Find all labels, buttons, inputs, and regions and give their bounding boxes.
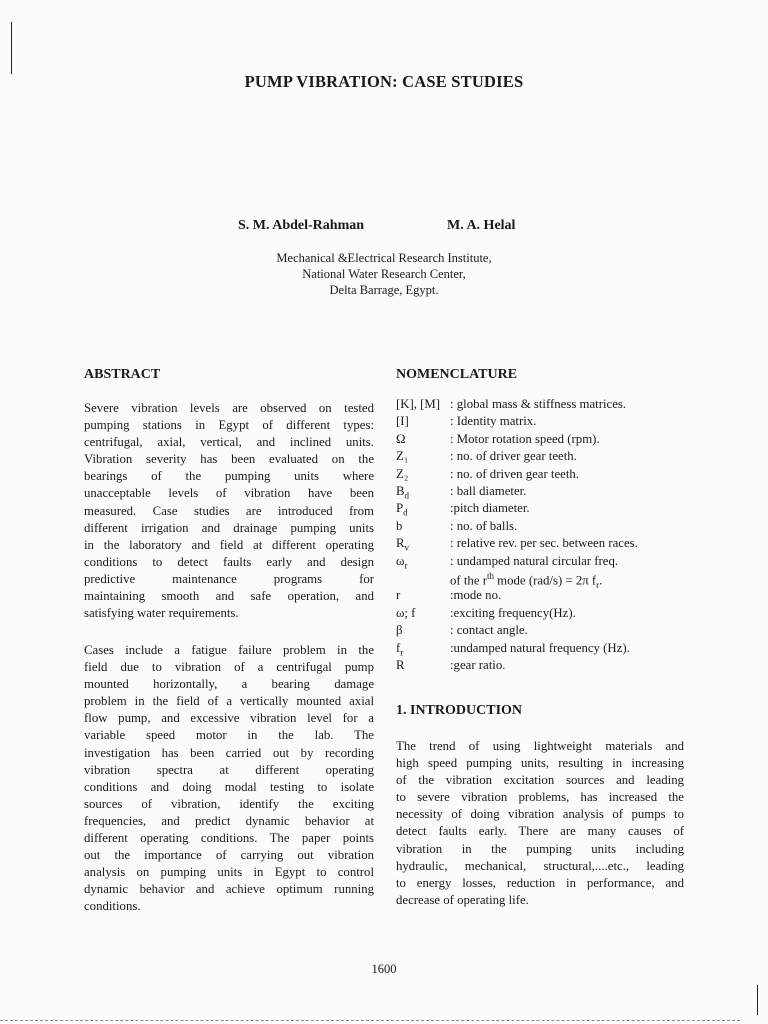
text-line: to energy losses, reduction in performance, and [396,875,684,890]
text-line: different operating conditions. The paper points [84,831,374,846]
text-line: decrease of operating life. [396,892,529,907]
text-line: centrifugal, axial, vertical, and inclined units. [84,435,374,450]
nomenclature-heading: NOMENCLATURE [396,367,518,382]
scan-edge-mark [11,22,12,74]
text-line: in the laboratory and field at different operating [84,537,374,552]
nomenclature-definition: :exciting frequency(Hz). [450,605,576,620]
text-line: of the vibration excitation sources and leading [396,773,684,788]
text-line: frequencies, and predict dynamic behavior at [84,813,374,828]
nomenclature-symbol: $B_d$ [396,484,410,501]
nomenclature-definition: : Motor rotation speed (rpm). [450,431,600,446]
scan-edge-mark-right [757,985,758,1015]
text-line: different irrigation and drainage pumping units [84,520,374,535]
text-line: vibration spectra at different operating [84,762,374,777]
nomenclature-definition: : Identity matrix. [450,414,537,429]
nomenclature-definition: of the $r^{th}$ mode (rad/s) = 2π $f_r$. [450,571,603,590]
text-line: to severe vibration problems, has increased the [396,790,684,805]
text-line: out the importance of carrying out vibration [84,848,374,863]
nomenclature-definition: : no. of driven gear teeth. [450,466,579,481]
abstract-heading: ABSTRACT [84,367,161,382]
nomenclature-symbol: Ω [396,431,406,446]
scan-bottom-rule [0,1020,740,1021]
text-line: conditions and doing modal testing to isolate [84,779,374,794]
nomenclature-symbol: $f_r$ [396,640,404,658]
abstract-paragraph-1 [84,400,374,622]
introduction-heading: 1. INTRODUCTION [396,703,523,718]
nomenclature-symbol: [K], [M] [396,397,441,411]
text-line: sources of vibration, identify the exciting [84,796,374,811]
text-line: high speed pumping units, resulting in increasing [396,756,684,771]
text-line: field due to vibration of a centrifugal pump [84,660,374,675]
text-line: problem in the field of a vertically mounted axial [84,694,374,709]
text-line: Vibration severity has been evaluated on the [84,452,374,467]
text-line: analysis on pumping units in Egypt to control [84,865,374,880]
text-line: bearings of the pumping units where [84,469,374,484]
text-line: hydraulic, mechanical, structural,....etc., leading [396,858,684,873]
affiliation-line: National Water Research Center, [302,267,466,281]
page-number: 1600 [371,962,397,976]
affiliation-line: Mechanical &Electrical Research Institute, [276,251,492,265]
author-2: M. A. Helal [447,218,516,233]
text-line: flow pump, and excessive vibration level for a [84,711,374,726]
nomenclature-definition: :undamped natural frequency (Hz). [450,640,630,655]
text-line: Severe vibration levels are observed on tested [84,401,374,415]
nomenclature-symbol: $P_d$ [396,501,408,518]
nomenclature-symbol: Z₁ [396,449,409,464]
nomenclature-symbol: [I] [396,414,409,429]
text-line: dynamic behavior and achieve optimum running [84,882,374,897]
text-line: maintaining smooth and safe operation, and [84,589,374,604]
text-line: conditions to detect faults early and design [84,554,374,569]
nomenclature-definition: : no. of driver gear teeth. [450,449,577,464]
text-line: necessity of doing vibration analysis of pumps to [396,807,684,822]
nomenclature-definition: :pitch diameter. [450,501,530,516]
nomenclature-definition: : relative rev. per sec. between races. [450,536,638,551]
nomenclature-definition: : contact angle. [450,623,528,638]
text-line: satisfying water requirements. [84,606,239,621]
nomenclature-definition: :gear ratio. [450,658,506,672]
nomenclature-symbol: ω; f [396,605,416,620]
nomenclature-definition: : ball diameter. [450,484,527,498]
text-line: unacceptable levels of vibration have been [84,486,374,501]
text-line: vibration in the pumping units including [396,841,684,856]
nomenclature-symbol: r [396,588,401,603]
nomenclature-symbol: Z₂ [396,466,409,481]
nomenclature-definition: :mode no. [450,588,502,603]
nomenclature-definition: : no. of balls. [450,518,518,533]
author-1: S. M. Abdel-Rahman [238,218,365,233]
nomenclature-definition: : undamped natural circular freq. [450,553,619,568]
affiliation-line: Delta Barrage, Egypt. [329,283,439,297]
abstract-paragraph-2 [84,642,374,916]
affiliation [0,250,768,298]
text-line: investigation has been carried out by recording [84,745,374,760]
nomenclature-symbol: R [396,658,405,672]
text-line: Cases include a fatigue failure problem in the [84,643,374,657]
text-line: mounted horizontally, a bearing damage [84,677,374,692]
text-line: detect faults early. There are many causes of [396,824,684,839]
text-line: predictive maintenance programs for [84,571,374,586]
introduction-paragraph [396,738,684,909]
text-line: pumping stations in Egypt of different types: [84,418,374,433]
nomenclature-symbol: $R_v$ [396,536,410,553]
nomenclature-symbol: β [396,623,403,638]
text-line: variable speed motor in the lab. The [84,728,374,743]
text-line: The trend of using lightweight materials and [396,739,684,753]
paper-title: PUMP VIBRATION: CASE STUDIES [244,72,524,91]
text-line: conditions. [84,899,141,914]
text-line: measured. Case studies are introduced from [84,503,374,518]
nomenclature-symbol: b [396,518,403,533]
nomenclature-symbol: $\omega_r$ [396,553,408,571]
nomenclature-definition: : global mass & stiffness matrices. [450,397,627,411]
